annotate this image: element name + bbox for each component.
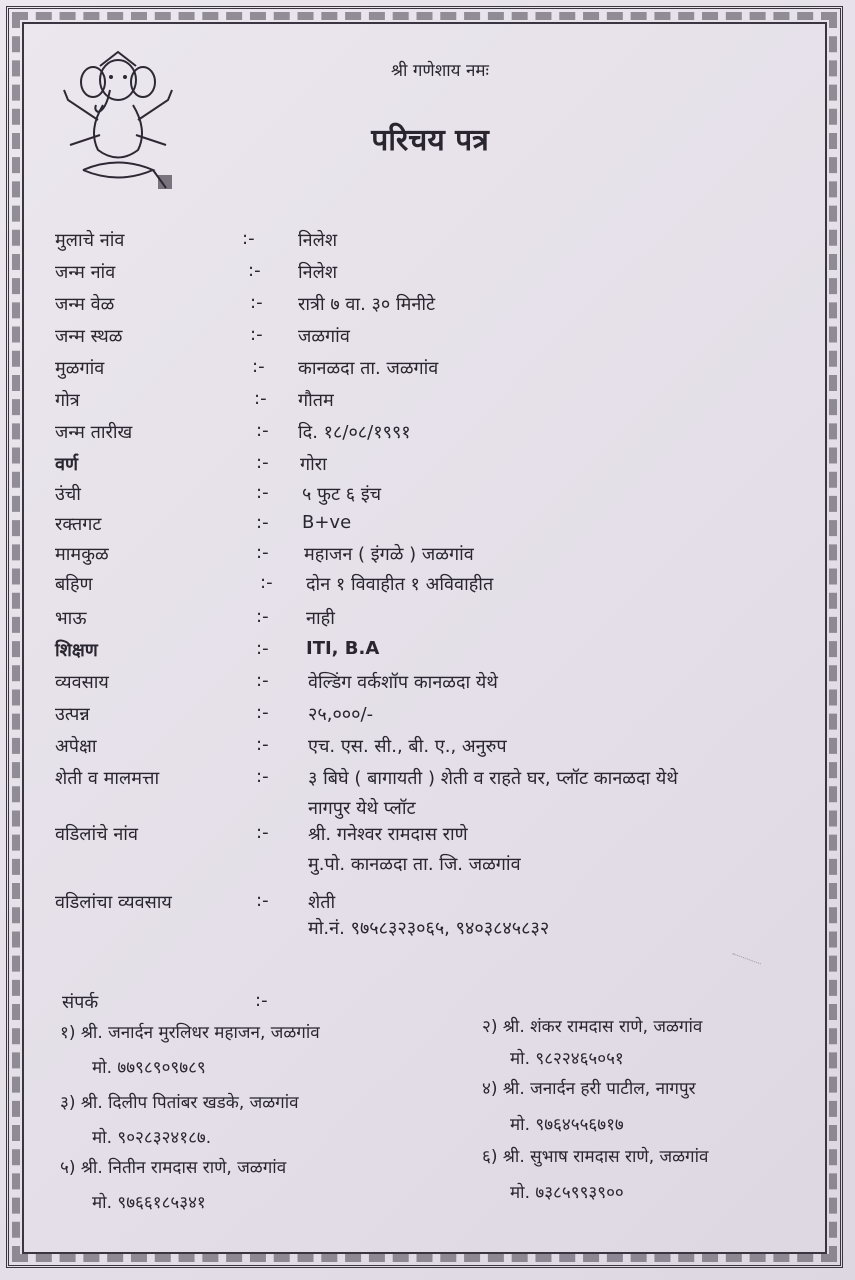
field-label: रक्तगट (55, 514, 102, 535)
contact-name: १) श्री. जनार्दन मुरलिधर महाजन, जळगांव (60, 1023, 320, 1043)
field-separator: :- (256, 890, 269, 911)
field-value-line2: मु.पो. कानळदा ता. जि. जळगांव (308, 854, 521, 875)
field-separator: :- (256, 638, 269, 659)
contacts-heading: संपर्क (62, 992, 99, 1013)
field-separator: :- (256, 482, 269, 503)
field-separator: :- (252, 356, 265, 377)
field-label: उंची (55, 484, 81, 505)
field-value: दोन १ विवाहीत १ अविवाहीत (306, 574, 494, 595)
contact-phone: मो. ९७६६१८५३४१ (92, 1193, 206, 1213)
field-label: उत्पन्न (55, 704, 90, 725)
field-label: अपेक्षा (55, 736, 97, 757)
field-separator: :- (250, 292, 263, 313)
field-separator: :- (256, 766, 269, 787)
field-separator: :- (256, 420, 269, 441)
contact-name: ४) श्री. जनार्दन हरी पाटील, नागपुर (482, 1079, 696, 1099)
field-value: कानळदा ता. जळगांव (298, 358, 439, 379)
field-label: गोत्र (55, 390, 80, 411)
field-value: गोरा (300, 454, 327, 475)
ganesh-icon (58, 50, 178, 195)
contact-phone: मो. ९८२२४६५०५१ (510, 1049, 624, 1069)
field-value: ५ फुट ६ इंच (302, 484, 382, 505)
field-separator: :- (254, 388, 267, 409)
field-value: २५,०००/- (308, 704, 374, 725)
field-label: मुळगांव (55, 358, 105, 379)
field-separator: :- (256, 734, 269, 755)
contacts-separator: :- (255, 990, 268, 1011)
field-separator: :- (248, 260, 261, 281)
field-value: रात्री ७ वा. ३० मिनीटे (298, 294, 436, 315)
field-value-line2: मो.नं. ९७५८३२३०६५, ९४०३८४५८३२ (308, 918, 550, 939)
field-value: श्री. गनेश्वर रामदास राणे (308, 824, 468, 845)
contact-phone: मो. ९०२८३२४१८७. (92, 1128, 212, 1148)
field-separator: :- (242, 228, 255, 249)
field-separator: :- (256, 512, 269, 533)
contact-name: ३) श्री. दिलीप पितांबर खडके, जळगांव (60, 1093, 299, 1113)
field-label: वर्ण (55, 454, 79, 475)
field-separator: :- (256, 606, 269, 627)
field-value: दि. १८/०८/१९९१ (298, 422, 411, 443)
field-label: शिक्षण (55, 640, 98, 661)
contact-phone: मो. ७७९८९०९७८९ (92, 1058, 206, 1078)
field-value: ITI, B.A (306, 638, 380, 659)
field-value: नाही (306, 608, 335, 629)
page-title: परिचय पत्र (371, 123, 489, 158)
field-value: गौतम (298, 390, 334, 411)
field-label: वडिलांचे नांव (55, 824, 138, 845)
field-label: जन्म तारीख (55, 422, 133, 443)
field-separator: :- (260, 572, 273, 593)
field-separator: :- (256, 452, 269, 473)
field-value: महाजन ( इंगळे ) जळगांव (304, 544, 474, 565)
field-value: B+ve (302, 512, 352, 533)
field-label: मुलाचे नांव (55, 230, 125, 251)
field-value: जळगांव (298, 326, 350, 347)
field-value: निलेश (298, 262, 338, 283)
field-value: निलेश (298, 230, 338, 251)
field-separator: :- (256, 670, 269, 691)
field-value-line2: नागपुर येथे प्लॉट (308, 798, 416, 819)
field-label: जन्म नांव (55, 262, 116, 283)
field-value: वेल्डिंग वर्कशॉप कानळदा येथे (308, 672, 498, 693)
field-separator: :- (250, 324, 263, 345)
field-separator: :- (256, 822, 269, 843)
contact-name: ५) श्री. नितीन रामदास राणे, जळगांव (60, 1158, 287, 1178)
field-label: बहिण (55, 574, 93, 595)
invocation-text: श्री गणेशाय नमः (391, 61, 489, 81)
contact-phone: मो. ९७६४५५६७१७ (510, 1115, 624, 1135)
field-label: वडिलांचा व्यवसाय (55, 892, 172, 913)
field-label: शेती व मालमत्ता (55, 768, 160, 789)
contact-name: २) श्री. शंकर रामदास राणे, जळगांव (482, 1017, 703, 1037)
field-label: व्यवसाय (55, 672, 109, 693)
field-label: मामकुळ (55, 544, 109, 565)
field-separator: :- (256, 542, 269, 563)
field-value: एच. एस. सी., बी. ए., अनुरुप (308, 736, 507, 757)
field-label: जन्म स्थळ (55, 326, 123, 347)
field-separator: :- (256, 702, 269, 723)
contact-name: ६) श्री. सुभाष रामदास राणे, जळगांव (482, 1147, 709, 1167)
field-value: ३ बिघे ( बागायती ) शेती व राहते घर, प्लॉट कानळदा येथे (308, 768, 678, 789)
field-label: जन्म वेळ (55, 294, 115, 315)
contact-phone: मो. ७३८५९९३९०० (510, 1183, 624, 1203)
field-label: भाऊ (55, 608, 87, 629)
field-value: शेती (308, 892, 336, 913)
